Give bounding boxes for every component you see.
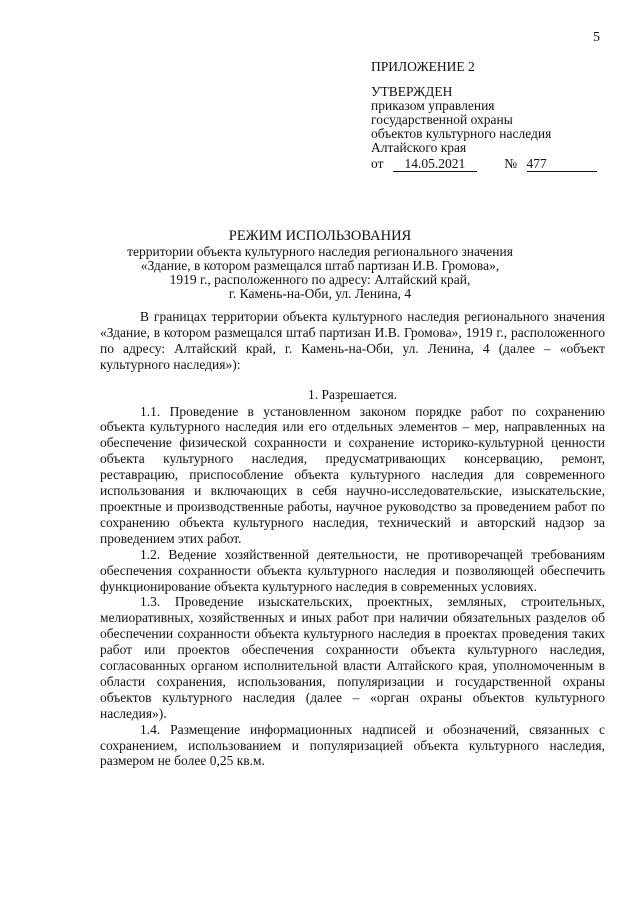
clause-1-1: 1.1. Проведение в установленном законом порядке работ по сохранению объекта культурного наследия или его отдельных элементов – мер, направленных на обеспечение физической сохранности и сохранение историко-культурной ценности объекта культурного наследия, предусматривающих консервацию, ремонт, реставрацию, приспособление объекта культурного наследия для современного использования и включающих в себя научно-исследовательские, изыскательские, проектные и производственные работы, научное руководство за проведением работ по сохранению объекта культурного наследия, технический и авторский надзор за проведением этих работ.	[100, 403, 605, 546]
order-line: государственной охраны	[371, 112, 513, 127]
clause-1-3: 1.3. Проведение изыскательских, проектных, земляных, строительных, мелиоративных, хозяйственных и иных работ при наличии обязательных разделов об обеспечении сохранности объекта культурного наследия в проектах проведения таких работ или проектов обеспечения сохранности объекта культурного наследия, согласованных органом исполнительной власти Алтайского края, уполномоченным в области сохранения, использования, популяризации и государственной охраны объектов культурного наследия (далее – «орган охраны объектов культурного наследия»).	[100, 594, 605, 721]
title-line: «Здание, в котором размещался штаб партизан И.В. Громова»,	[140, 258, 500, 273]
clause-1-2: 1.2. Ведение хозяйственной деятельности, не противоречащей требованиям обеспечения сохранности объекта культурного наследия и позволяющей обеспечить функционирование объекта культурного наследия в современных условиях.	[100, 546, 605, 594]
intro-paragraph: В границах территории объекта культурного наследия регионального значения «Здание, в котором размещался штаб партизан И.В. Громова», 1919 г., расположенного по адресу: Алтайский край, г. Камень-на-Оби, ул. Ленина, 4 (далее – «объект культурного наследия»):	[100, 309, 605, 372]
title-line: 1919 г., расположенного по адресу: Алтайский край,	[169, 272, 471, 287]
document-title	[100, 229, 540, 301]
order-number: 477	[527, 157, 597, 172]
date-prefix: от	[371, 156, 384, 171]
order-line: приказом управления	[371, 98, 495, 113]
order-line: объектов культурного наследия	[371, 126, 552, 141]
order-line: Алтайского края	[371, 140, 467, 155]
appendix-title: ПРИЛОЖЕНИЕ 2	[371, 59, 475, 74]
approved-label: УТВЕРЖДЕН	[371, 84, 453, 99]
title-line: территории объекта культурного наследия регионального значения	[127, 244, 513, 259]
order-date-number	[371, 157, 621, 172]
number-prefix: №	[504, 156, 518, 171]
document-body	[100, 309, 605, 769]
title-main: РЕЖИМ ИСПОЛЬЗОВАНИЯ	[228, 228, 412, 244]
title-line: г. Камень-на-Оби, ул. Ленина, 4	[228, 286, 412, 301]
page-number: 5	[593, 30, 600, 45]
section-heading: 1. Разрешается.	[307, 386, 398, 402]
order-date: 14.05.2021	[393, 157, 477, 172]
approval-block	[371, 60, 621, 172]
clause-1-4: 1.4. Размещение информационных надписей и обозначений, связанных с сохранением, использованием и популяризацией объекта культурного наследия, размером не более 0,25 кв.м.	[100, 721, 605, 769]
